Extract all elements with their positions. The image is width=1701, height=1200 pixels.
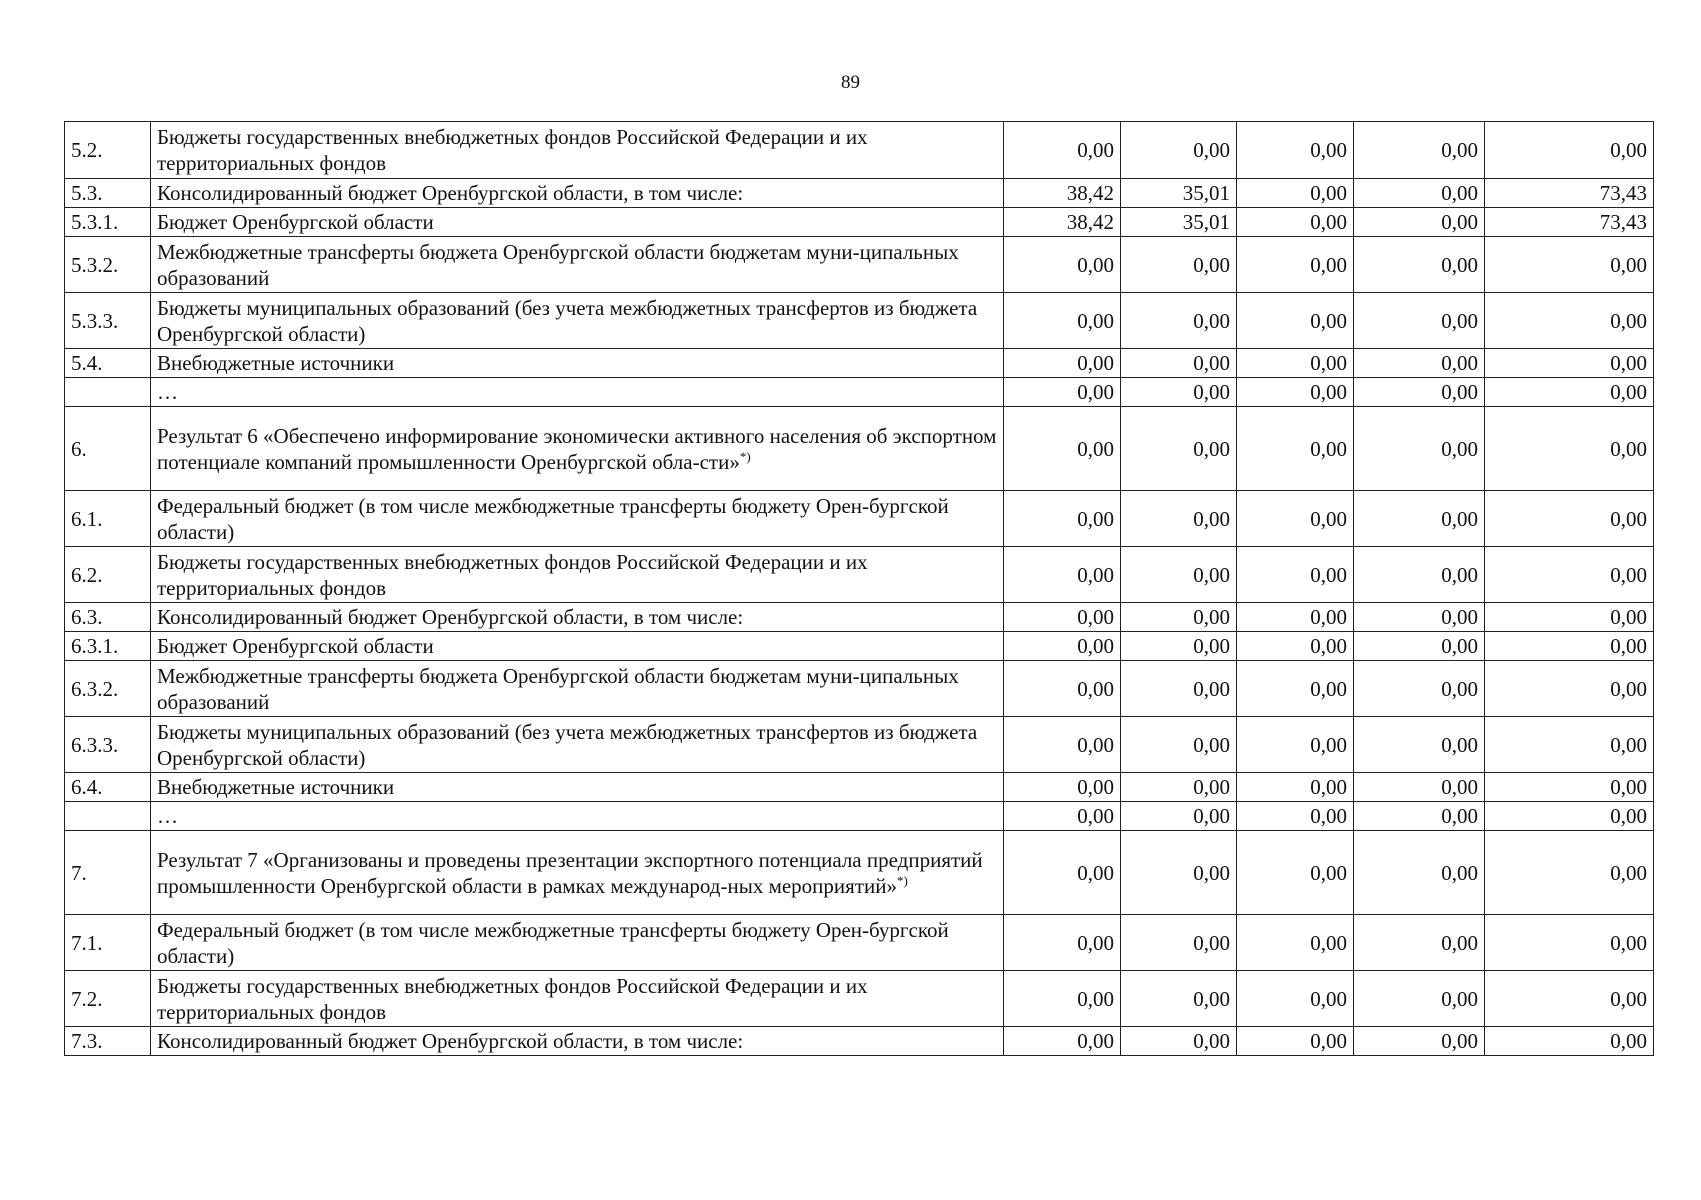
row-code: 5.2. — [65, 122, 151, 179]
row-value: 73,43 — [1485, 179, 1654, 208]
row-value: 0,00 — [1004, 717, 1121, 773]
table-row — [65, 293, 1654, 349]
row-value: 0,00 — [1485, 717, 1654, 773]
row-value: 0,00 — [1004, 1027, 1121, 1056]
row-value: 35,01 — [1121, 179, 1237, 208]
row-value: 0,00 — [1004, 122, 1121, 179]
row-value: 0,00 — [1121, 1027, 1237, 1056]
row-value: 38,42 — [1004, 179, 1121, 208]
row-code: 6.3.1. — [65, 632, 151, 661]
row-value: 0,00 — [1121, 773, 1237, 802]
row-value: 0,00 — [1354, 349, 1485, 378]
row-name: Консолидированный бюджет Оренбургской области, в том числе: — [157, 181, 744, 205]
row-value: 0,00 — [1004, 661, 1121, 717]
row-value: 0,00 — [1237, 603, 1354, 632]
row-value: 0,00 — [1237, 831, 1354, 915]
row-value: 0,00 — [1485, 547, 1654, 603]
row-value: 0,00 — [1004, 773, 1121, 802]
row-value: 0,00 — [1485, 661, 1654, 717]
row-name: Межбюджетные трансферты бюджета Оренбургской области бюджетам муни-ципальных образований — [157, 239, 959, 290]
table-row — [65, 971, 1654, 1027]
row-value: 0,00 — [1121, 378, 1237, 407]
table-row — [65, 802, 1654, 831]
row-value: 0,00 — [1485, 603, 1654, 632]
row-code: 7.1. — [65, 915, 151, 971]
row-value: 0,00 — [1354, 208, 1485, 237]
row-value: 0,00 — [1121, 407, 1237, 491]
footnote-mark: *) — [896, 872, 908, 888]
budget-table — [64, 121, 1654, 1056]
row-code: 7.3. — [65, 1027, 151, 1056]
row-value: 0,00 — [1237, 717, 1354, 773]
row-value: 0,00 — [1485, 831, 1654, 915]
row-value: 0,00 — [1237, 491, 1354, 547]
row-value: 0,00 — [1121, 661, 1237, 717]
row-value: 0,00 — [1004, 802, 1121, 831]
row-value: 0,00 — [1354, 547, 1485, 603]
row-name-cell — [151, 632, 1004, 661]
row-value: 0,00 — [1485, 802, 1654, 831]
table-row — [65, 717, 1654, 773]
row-value: 0,00 — [1237, 915, 1354, 971]
row-value: 0,00 — [1485, 773, 1654, 802]
table-row — [65, 1027, 1654, 1056]
row-value: 0,00 — [1354, 1027, 1485, 1056]
row-value: 0,00 — [1121, 831, 1237, 915]
row-value: 0,00 — [1004, 971, 1121, 1027]
row-value: 73,43 — [1485, 208, 1654, 237]
row-value: 0,00 — [1004, 349, 1121, 378]
row-name-cell — [151, 971, 1004, 1027]
row-code: 6.2. — [65, 547, 151, 603]
row-name: … — [157, 380, 178, 404]
row-value: 0,00 — [1121, 971, 1237, 1027]
row-name: Консолидированный бюджет Оренбургской области, в том числе: — [157, 605, 744, 629]
row-name-cell — [151, 717, 1004, 773]
row-value: 0,00 — [1237, 971, 1354, 1027]
row-value: 0,00 — [1121, 802, 1237, 831]
row-value: 0,00 — [1237, 293, 1354, 349]
row-name-cell — [151, 603, 1004, 632]
row-value: 38,42 — [1004, 208, 1121, 237]
row-value: 0,00 — [1485, 293, 1654, 349]
row-value: 0,00 — [1354, 661, 1485, 717]
row-value: 0,00 — [1121, 717, 1237, 773]
row-value: 0,00 — [1121, 491, 1237, 547]
row-value: 0,00 — [1354, 378, 1485, 407]
row-value: 0,00 — [1121, 547, 1237, 603]
row-name-cell — [151, 122, 1004, 179]
row-value: 0,00 — [1485, 407, 1654, 491]
row-code: 5.3.1. — [65, 208, 151, 237]
row-value: 0,00 — [1485, 971, 1654, 1027]
row-value: 0,00 — [1237, 237, 1354, 293]
row-value: 0,00 — [1004, 407, 1121, 491]
row-value: 0,00 — [1237, 773, 1354, 802]
row-value: 0,00 — [1354, 802, 1485, 831]
row-value: 0,00 — [1121, 915, 1237, 971]
row-value: 0,00 — [1354, 407, 1485, 491]
row-value: 0,00 — [1004, 632, 1121, 661]
row-name-cell — [151, 349, 1004, 378]
row-value: 0,00 — [1121, 603, 1237, 632]
table-row — [65, 491, 1654, 547]
row-value: 0,00 — [1121, 122, 1237, 179]
row-value: 0,00 — [1237, 407, 1354, 491]
row-value: 0,00 — [1354, 237, 1485, 293]
row-name-cell — [151, 293, 1004, 349]
row-code: 5.4. — [65, 349, 151, 378]
row-value: 0,00 — [1004, 603, 1121, 632]
row-value: 0,00 — [1237, 122, 1354, 179]
row-name: Внебюджетные источники — [157, 775, 395, 799]
row-value: 0,00 — [1237, 208, 1354, 237]
row-code: 5.3.3. — [65, 293, 151, 349]
table-row — [65, 773, 1654, 802]
row-value: 0,00 — [1485, 491, 1654, 547]
table-body — [65, 122, 1654, 1056]
table-row — [65, 547, 1654, 603]
row-value: 0,00 — [1004, 831, 1121, 915]
row-value: 0,00 — [1121, 349, 1237, 378]
row-value: 0,00 — [1485, 237, 1654, 293]
row-value: 0,00 — [1354, 603, 1485, 632]
row-value: 0,00 — [1485, 122, 1654, 179]
row-value: 0,00 — [1004, 547, 1121, 603]
row-name: Результат 7 «Организованы и проведены презентации экспортного потенциала предприятий промышленности Оренбургской области в рамках международ-ных мероприятий» — [157, 847, 983, 898]
row-name: Внебюджетные источники — [157, 351, 395, 375]
row-code — [65, 802, 151, 831]
row-name-cell — [151, 378, 1004, 407]
row-value: 0,00 — [1485, 349, 1654, 378]
row-name: Бюджеты муниципальных образований (без учета межбюджетных трансфертов из бюджета Оренбургской области) — [157, 295, 978, 346]
table-row — [65, 208, 1654, 237]
row-value: 0,00 — [1485, 1027, 1654, 1056]
row-value: 0,00 — [1004, 293, 1121, 349]
row-name: Бюджеты государственных внебюджетных фондов Российской Федерации и их территориальных фондов — [157, 125, 868, 175]
row-value: 0,00 — [1237, 1027, 1354, 1056]
table-row — [65, 831, 1654, 915]
row-name-cell — [151, 237, 1004, 293]
row-value: 0,00 — [1354, 717, 1485, 773]
row-name: Бюджеты государственных внебюджетных фондов Российской Федерации и их территориальных фондов — [157, 973, 868, 1024]
row-name-cell — [151, 491, 1004, 547]
row-name: Результат 6 «Обеспечено информирование экономически активного населения об экспортном потенциале компаний промышленности Оренбургской обла-сти» — [157, 423, 997, 474]
row-name: Бюджеты государственных внебюджетных фондов Российской Федерации и их территориальных фондов — [157, 549, 868, 600]
table-row — [65, 603, 1654, 632]
table-row — [65, 122, 1654, 179]
row-name-cell — [151, 802, 1004, 831]
row-name-cell — [151, 773, 1004, 802]
row-value: 0,00 — [1485, 915, 1654, 971]
table-row — [65, 915, 1654, 971]
row-name-cell — [151, 208, 1004, 237]
row-code — [65, 378, 151, 407]
row-value: 0,00 — [1237, 378, 1354, 407]
row-code: 6.4. — [65, 773, 151, 802]
row-value: 0,00 — [1485, 378, 1654, 407]
row-code: 6.3.2. — [65, 661, 151, 717]
row-name: Межбюджетные трансферты бюджета Оренбургской области бюджетам муни-ципальных образований — [157, 663, 959, 714]
row-code: 6.1. — [65, 491, 151, 547]
row-value: 0,00 — [1004, 378, 1121, 407]
row-name: Бюджет Оренбургской области — [157, 210, 434, 234]
row-code: 6. — [65, 407, 151, 491]
row-name-cell — [151, 831, 1004, 915]
row-name: … — [157, 804, 178, 828]
row-name: Федеральный бюджет (в том числе межбюджетные трансферты бюджету Орен-бургской области) — [157, 493, 949, 544]
row-code: 5.3.2. — [65, 237, 151, 293]
row-value: 0,00 — [1354, 915, 1485, 971]
table-row — [65, 349, 1654, 378]
row-code: 7.2. — [65, 971, 151, 1027]
row-name-cell — [151, 179, 1004, 208]
table-row — [65, 632, 1654, 661]
table-row — [65, 407, 1654, 491]
row-name: Федеральный бюджет (в том числе межбюджетные трансферты бюджету Орен-бургской области) — [157, 917, 949, 968]
table-row — [65, 237, 1654, 293]
row-name-cell — [151, 407, 1004, 491]
row-value: 0,00 — [1004, 237, 1121, 293]
row-value: 0,00 — [1004, 491, 1121, 547]
row-code: 5.3. — [65, 179, 151, 208]
row-value: 0,00 — [1121, 237, 1237, 293]
table-row — [65, 378, 1654, 407]
row-value: 35,01 — [1121, 208, 1237, 237]
footnote-mark: *) — [739, 448, 751, 464]
row-name: Бюджет Оренбургской области — [157, 634, 434, 658]
row-name-cell — [151, 547, 1004, 603]
row-value: 0,00 — [1237, 632, 1354, 661]
row-value: 0,00 — [1354, 773, 1485, 802]
row-name: Консолидированный бюджет Оренбургской области, в том числе: — [157, 1029, 744, 1053]
row-value: 0,00 — [1237, 547, 1354, 603]
row-value: 0,00 — [1121, 293, 1237, 349]
table-row — [65, 661, 1654, 717]
row-name: Бюджеты муниципальных образований (без учета межбюджетных трансфертов из бюджета Оренбургской области) — [157, 719, 978, 770]
row-name-cell — [151, 661, 1004, 717]
row-value: 0,00 — [1354, 971, 1485, 1027]
row-name-cell — [151, 915, 1004, 971]
row-value: 0,00 — [1237, 802, 1354, 831]
page-number: 89 — [841, 72, 860, 93]
row-code: 7. — [65, 831, 151, 915]
row-name-cell — [151, 1027, 1004, 1056]
row-value: 0,00 — [1354, 491, 1485, 547]
row-value: 0,00 — [1354, 293, 1485, 349]
row-value: 0,00 — [1354, 179, 1485, 208]
row-value: 0,00 — [1237, 179, 1354, 208]
row-code: 6.3.3. — [65, 717, 151, 773]
row-value: 0,00 — [1237, 661, 1354, 717]
row-value: 0,00 — [1354, 831, 1485, 915]
row-value: 0,00 — [1121, 632, 1237, 661]
row-value: 0,00 — [1354, 632, 1485, 661]
row-value: 0,00 — [1237, 349, 1354, 378]
row-value: 0,00 — [1354, 122, 1485, 179]
row-code: 6.3. — [65, 603, 151, 632]
row-value: 0,00 — [1485, 632, 1654, 661]
row-value: 0,00 — [1004, 915, 1121, 971]
table-row — [65, 179, 1654, 208]
